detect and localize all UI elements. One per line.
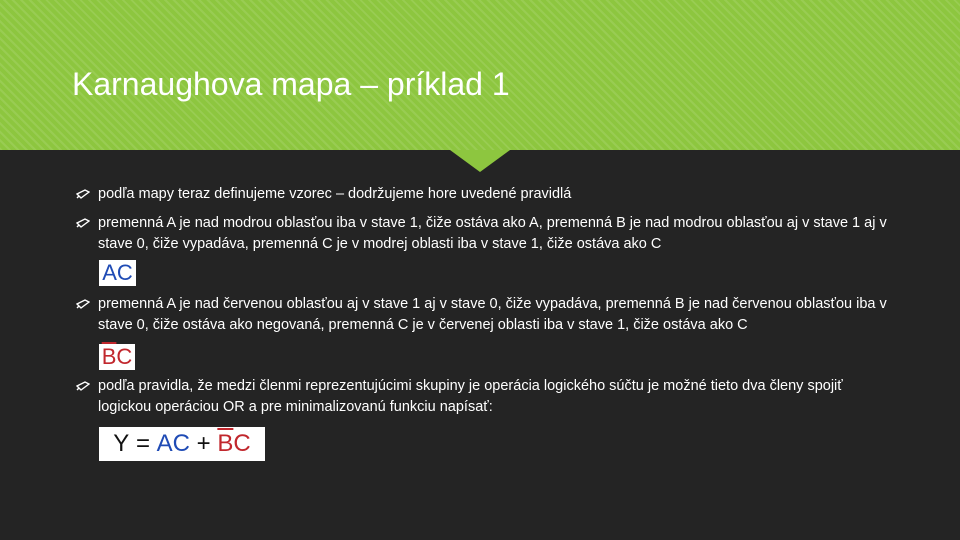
formula-plus: + [196,430,211,457]
pen-bullet-icon [76,294,92,314]
bullet-item [76,294,894,336]
header-notch [450,150,510,172]
formula-term2-negated-var: $\overline{B}$ [217,430,234,457]
red-term-var: C [116,344,133,369]
pen-bullet-icon [76,376,92,396]
pen-bullet-icon [76,213,92,233]
bullet-text: premenná A je nad červenou oblasťou aj v stave 1 aj v stave 0, čiže vypadáva, premenná B je nad červenou oblasťou iba v stave 0, čiže ostáva ako negovaná, premenná C je v červenej oblasti iba v stave 1, čiže ostáva ako C [98,296,887,333]
formula-final [99,427,265,461]
bullet-item [76,213,894,255]
red-term-negated-var: $\overline{B}$ [101,344,117,369]
bullet-item [76,184,894,205]
formula-lhs: Y [113,430,130,457]
bullet-text: podľa pravidla, že medzi členmi reprezentujúcimi skupiny je operácia logického súčtu je možné tieto dva členy spojiť logickou operáciou OR a pre minimalizovanú funkciu napísať: [98,378,843,415]
bullet-text: podľa mapy teraz definujeme vzorec – dodržujeme hore uvedené pravidlá [98,186,572,202]
formula-red-term [99,344,135,370]
formula-blue-term [99,260,136,286]
formula-eq: = [135,430,150,457]
bullet-item [76,376,894,418]
blue-term: AC [102,260,133,285]
formula-term1: AC [156,430,190,457]
bullet-text: premenná A je nad modrou oblasťou iba v stave 1, čiže ostáva ako A, premenná B je nad modrou oblasťou aj v stave 1 aj v stave 0, čiže vypadáva, premenná C je v modrej oblasti iba v stave 1, čiže ostáva ako C [98,215,887,252]
pen-bullet-icon [76,184,92,204]
formula-term2-var: C [233,430,251,457]
slide-title: Karnaughova mapa – príklad 1 [72,66,510,102]
